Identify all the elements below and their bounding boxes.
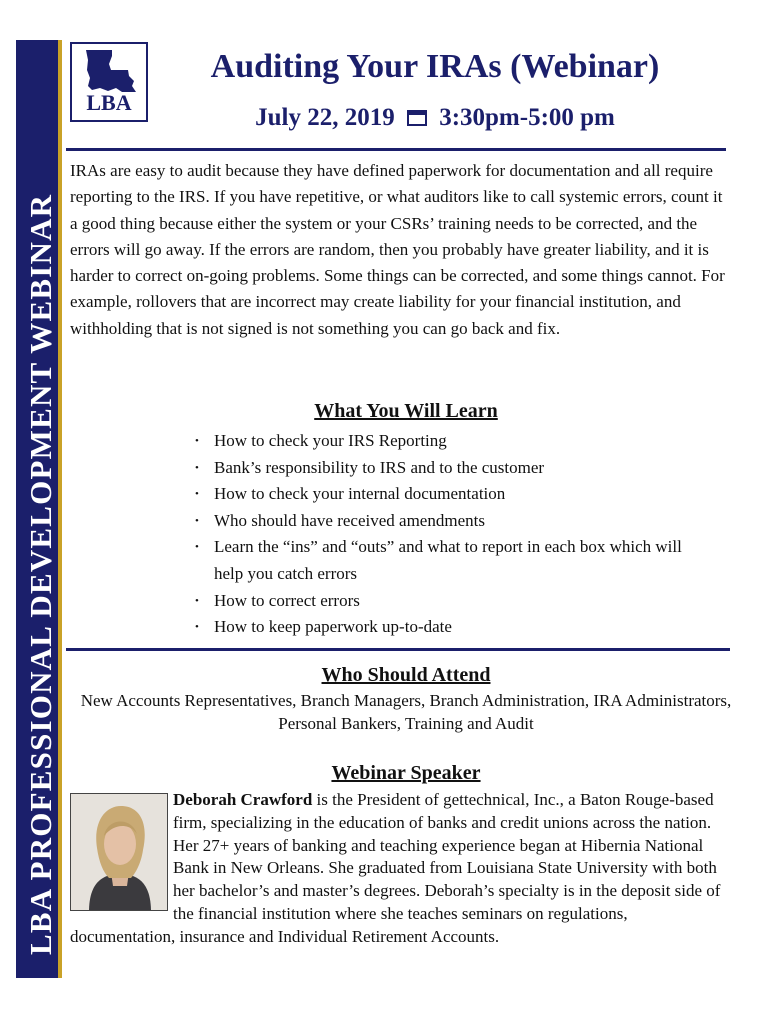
- speaker-heading: Webinar Speaker: [331, 762, 481, 784]
- list-item: • Learn the “ins” and “outs” and what to report in each box which will help you catch errors: [195, 534, 695, 587]
- speaker-bio: [70, 789, 725, 949]
- attend-heading: Who Should Attend: [321, 664, 491, 686]
- bullet-icon: •: [195, 488, 199, 501]
- bullet-icon: •: [195, 435, 199, 447]
- bullet-icon: •: [195, 594, 199, 607]
- bullet-icon: •: [195, 621, 199, 634]
- list-item: • Bank’s responsibility to IRS and to the customer: [195, 455, 695, 482]
- list-item: • How to check your IRS Reporting: [195, 428, 695, 455]
- attend-text: New Accounts Representatives, Branch Managers, Branch Administration, IRA Administrators, Personal Bankers, Training and Audit: [80, 691, 732, 733]
- bullet-icon: •: [195, 461, 199, 474]
- event-time: 3:30pm-5:00 pm: [439, 104, 615, 131]
- divider-middle: [66, 648, 730, 651]
- speaker-name: Deborah Crawford: [173, 790, 313, 809]
- speaker-bio-text: is the President of gettechnical, Inc., a Baton Rouge-based firm, specializing in the education of banks and credit unions across the nation. Her 27+ years of banking and teaching experience began at Hibernia National Bank in New Orleans. She graduated from Louisiana State University with both her bachelor’s and master’s degrees. Deborah’s specialty is in the deposit side of the financial institution where she teaches seminars on regulations, documentation, insurance and Individual Retirement Accounts.: [70, 790, 721, 946]
- page-title: Auditing Your IRAs (Webinar): [210, 48, 660, 85]
- calendar-icon: [407, 110, 427, 126]
- list-item: • How to check your internal documentation: [195, 481, 695, 508]
- intro-paragraph: IRAs are easy to audit because they have defined paperwork for documentation and all require reporting to the IRS. If you have repetitive, or what auditors like to call systemic errors, count it a good thing because either the system or your CSRs’ training needs to be corrected, and the errors will go away. If the errors are random, then you probably have greater liability, and it is harder to correct on-going problems. Some things can be corrected, and some things cannot. For example, rollovers that are incorrect may create liability for your financial institution, and withholding that is not signed is not something you can go back and fix.: [70, 161, 725, 338]
- divider-top: [66, 148, 726, 151]
- event-datetime: [150, 104, 720, 132]
- lba-logo: [70, 42, 148, 122]
- bullet-icon: •: [195, 541, 199, 554]
- bullet-icon: •: [195, 514, 199, 527]
- learn-list: [195, 428, 695, 641]
- event-date: July 22, 2019: [255, 104, 395, 131]
- list-item: • Who should have received amendments: [195, 508, 695, 535]
- logo-text: LBA: [86, 90, 132, 115]
- louisiana-map-icon: [82, 48, 138, 94]
- list-item: • How to keep paperwork up-to-date: [195, 614, 695, 641]
- side-banner-text: LBA PROFESSIONAL DEVELOPMENT WEBINAR: [23, 193, 58, 955]
- learn-heading: What You Will Learn: [314, 400, 498, 422]
- list-item: • How to correct errors: [195, 588, 695, 615]
